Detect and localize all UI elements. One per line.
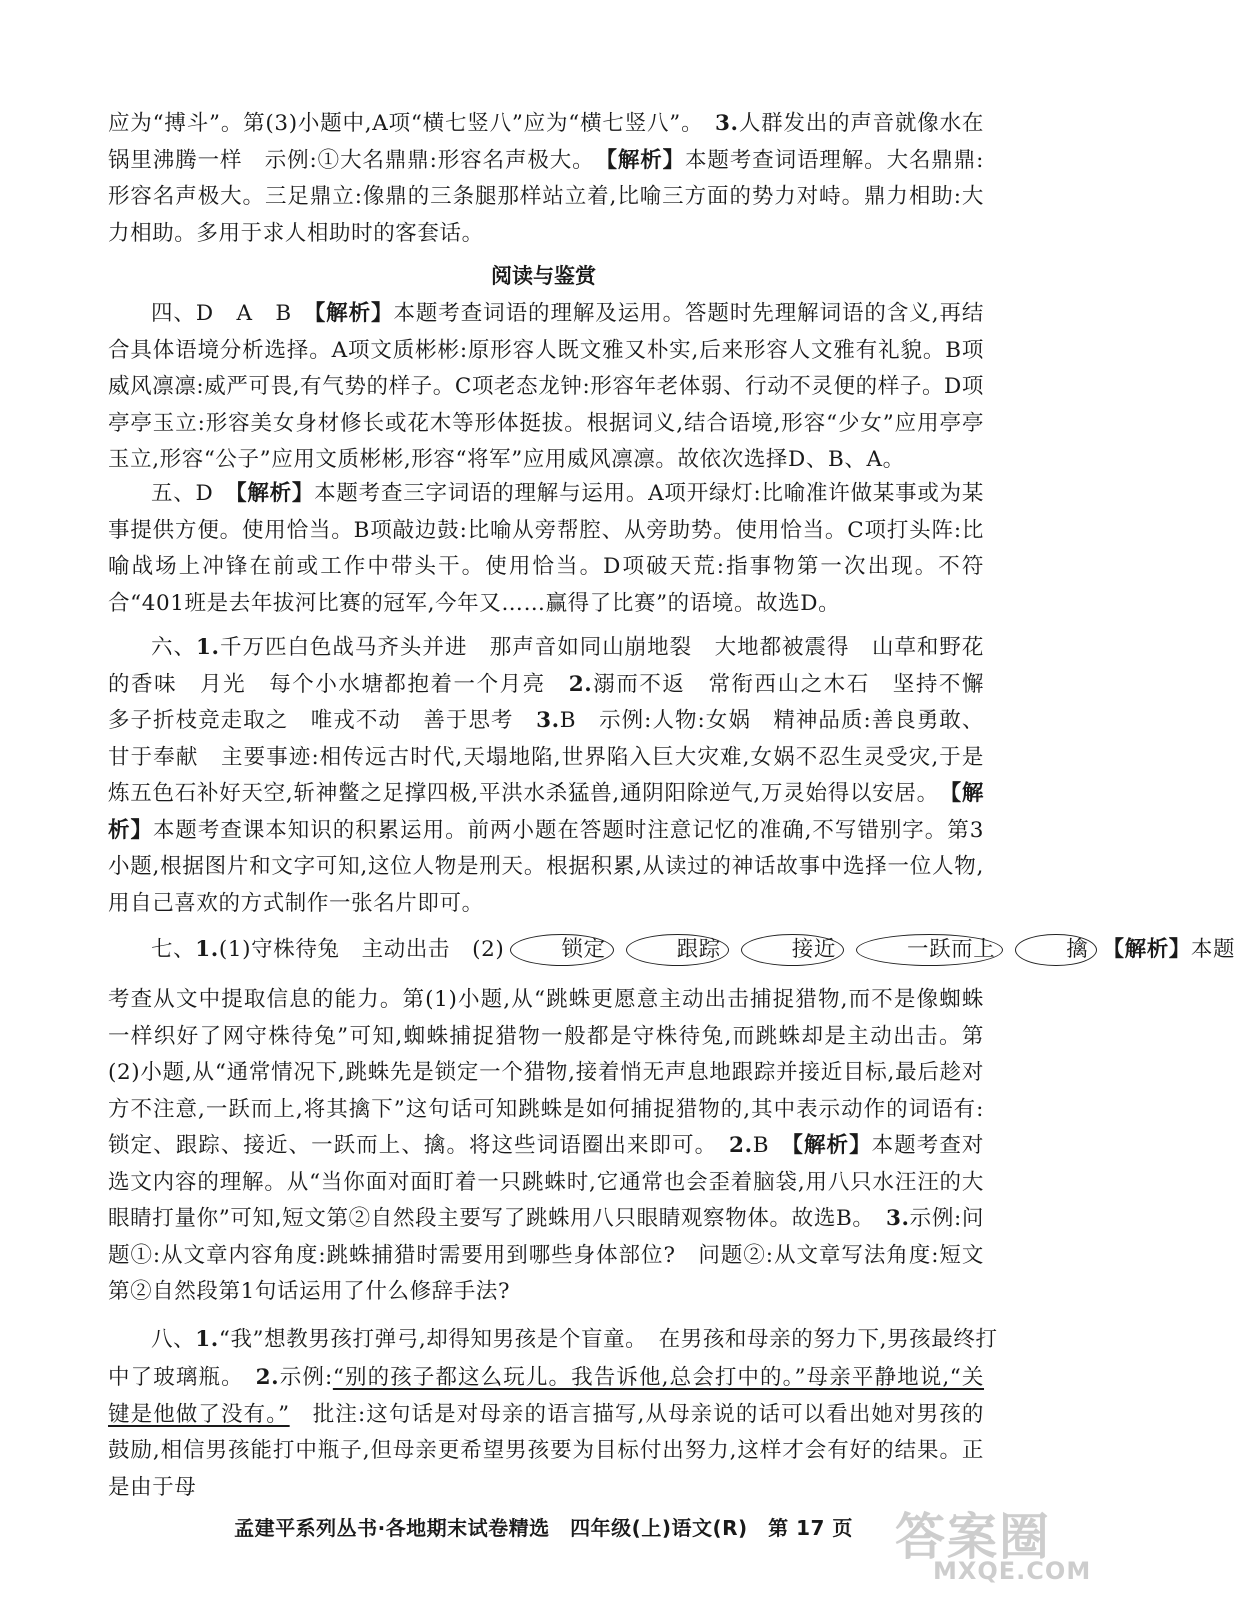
text-segment: “别的孩子都这么玩儿。我告诉他,总会打中的。”母亲平静地说,“关键是他做了没有。”	[108, 1365, 985, 1427]
text-segment: 人群发出的声音就像水在锅里沸腾一样 示例:①大名鼎鼎:形容名声极大。	[108, 111, 984, 173]
bold-label: 3.	[714, 111, 739, 136]
bold-label: 2.	[255, 1365, 280, 1390]
text-segment: B 示例:人物:女娲 精神品质:善良勇敢、甘于奉献 主要事迹:相传远古时代,天塌地陷,世界陷入巨大灾难,女娲不忍生灵受灾,于是炼五色石补好天空,斩神鳖之足撑四极,平洪水杀猛兽,通阴阳除逆气,万灵始得以安居。	[108, 708, 984, 806]
text-segment: 本题考查词语的理解及运用。答题时先理解词语的含义,再结合具体语境分析选择。A项文质彬彬:原形容人既文雅又朴实,后来形容人文雅有礼貌。B项威风凛凛:威严可畏,有气势的样子。C项老态龙钟:形容年老体弱、行动不灵便的样子。D项亭亭玉立:形容美女身材修长或花木等形体挺拔。根据词义,结合语境,形容“少女”应用亭亭玉立,形容“公子”应用文质彬彬,形容“将军”应用威风凛凛。故依次选择D、B、A。	[108, 301, 984, 472]
watermark-cn: 答案圈	[895, 1508, 1051, 1566]
circled-word-2: 跟踪	[626, 934, 729, 966]
text-segment: 应为“搏斗”。第(3)小题中,A项“横七竖八”应为“横七竖八”。	[108, 111, 715, 136]
paragraph-q7-first-line	[108, 932, 1235, 969]
paragraph-q6-answer	[108, 630, 1007, 922]
text-segment: 示例:	[279, 1365, 333, 1390]
text-segment: 本题考查词语理解。大名鼎鼎:形容名声极大。三足鼎立:像鼎的三条腿那样站立着,比喻三方面的势力对峙。鼎力相助:大力相助。多用于求人相助时的客套话。	[108, 147, 984, 246]
text-segment: 六、	[151, 635, 196, 660]
paragraph-q5-five-answer	[108, 476, 984, 622]
q7-tail: 本题	[1190, 937, 1235, 962]
q7-jiexi: 【解析】	[1102, 937, 1191, 962]
q7-num: 1.	[195, 937, 219, 962]
watermark-en: MXQE.COM	[933, 1557, 1092, 1585]
paragraph-q8-answer	[108, 1360, 984, 1506]
q7-text: (1)守株待兔 主动出击 (2)	[218, 937, 505, 962]
section-heading: 阅读与鉴赏	[491, 264, 596, 288]
bold-label: 【解析】	[314, 301, 394, 326]
text-segment: 本题考查课本知识的积累运用。前两小题在答题时注意记忆的准确,不写错别字。第3小题,根据图片和文字可知,这位人物是刑天。根据积累,从读过的神话故事中选择一位人物,用自己喜欢的方式制作一张名片即可。	[108, 817, 984, 916]
paragraph-q4-answer	[108, 296, 984, 479]
paragraph-q5-answer	[108, 106, 984, 252]
bold-label: 1.	[195, 635, 220, 660]
text-segment: 本题考查对选文内容的理解。从“当你面对面盯着一只跳蛛时,它通常也会歪着脑袋,用八只水汪汪的大眼睛打量你”可知,短文第②自然段主要写了跳蛛用八只眼睛观察物体。故选B。	[108, 1133, 984, 1231]
circled-word-5: 擒	[1015, 934, 1096, 966]
text-segment: 示例:问题①:从文章内容角度:跳蛛捕猎时需要用到哪些身体部位? 问题②:从文章写法角度:短文第②自然段第1句话运用了什么修辞手法?	[108, 1206, 984, 1304]
bold-label: 【解析】	[108, 781, 984, 843]
bold-label: 2.	[729, 1133, 753, 1158]
q7-prefix: 七、	[151, 937, 196, 962]
text-segment: 五、D	[151, 481, 236, 506]
paragraph-q8-first-line	[108, 1322, 998, 1359]
bold-label: 2.	[568, 671, 593, 697]
q8-prefix: 八、	[151, 1327, 196, 1352]
bold-label: 3.	[885, 1206, 910, 1231]
circled-word-1: 锁定	[510, 934, 613, 966]
q8-num: 1.	[195, 1327, 219, 1352]
bold-label: 【解析】	[235, 481, 315, 506]
page-footer: 孟建平系列丛书·各地期末试卷精选 四年级(上)语文(R) 第 17 页	[234, 1516, 853, 1540]
text-segment: 溺而不返 常衔西山之木石 坚持不懈 多子折枝竞走取之 唯戎不动 善于思考	[108, 671, 1007, 733]
circled-word-4: 一跃而上	[856, 934, 1003, 966]
bold-label: 3.	[536, 708, 560, 733]
text-segment: 本题考查三字词语的理解与运用。A项开绿灯:比喻准许做某事或为某事提供方便。使用恰当。B项敲边鼓:比喻从旁帮腔、从旁助势。使用恰当。C项打头阵:比喻战场上冲锋在前或工作中带头干。使用恰当。D项破天荒:指事物第一次出现。不符合“401班是去年拔河比赛的冠军,今年又……赢得了比赛”的语境。故选D。	[108, 481, 985, 616]
q8-text: “我”想教男孩打弹弓,却得知男孩是个盲童。 在男孩和母亲的努力下,男孩最终打	[218, 1327, 998, 1352]
text-segment: 中了玻璃瓶。	[108, 1365, 256, 1390]
text-segment: 考查从文中提取信息的能力。第(1)小题,从“跳蛛更愿意主动出击捕捉猎物,而不是像蜘蛛一样织好了网守株待兔”可知,蜘蛛捕捉猎物一般都是守株待兔,而跳蛛却是主动出击。第(2)小题,从“通常情况下,跳蛛先是锁定一个猎物,接着悄无声息地跟踪并接近目标,最后趁对方不注意,一跃而上,将其擒下”这句话可知跳蛛是如何捕捉猎物的,其中表示动作的词语有:锁定、跟踪、接近、一跃而上、擒。将这些词语圈出来即可。	[108, 987, 984, 1158]
text-segment: 批注:这句话是对母亲的语言描写,从母亲说的话可以看出她对男孩的鼓励,相信男孩能打中瓶子,但母亲更希望男孩要为目标付出努力,这样才会有好的结果。正是由于母	[108, 1401, 984, 1500]
watermark-logo	[895, 1497, 1092, 1592]
text-segment: B	[752, 1133, 793, 1158]
bold-label: 【解析】	[792, 1133, 872, 1158]
bold-label: 【解析】	[606, 147, 686, 173]
text-segment: 四、D A B	[151, 301, 315, 326]
circled-word-3: 接近	[741, 934, 844, 966]
paragraph-q7-answer	[108, 982, 984, 1311]
text-segment: 千万匹白色战马齐头并进 那声音如同山崩地裂 大地都被震得 山草和野花的香味 月光 每个小水塘都抱着一个月亮	[108, 635, 984, 697]
